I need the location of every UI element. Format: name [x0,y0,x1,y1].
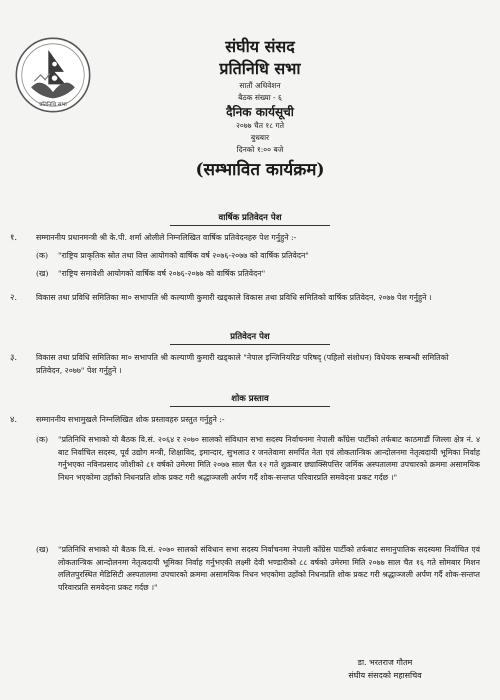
item-number: २. [10,293,18,303]
agenda-subtitle: (सम्भावित कार्यक्रम) [195,160,325,180]
signature-block [310,656,460,682]
item-text: सम्माननीय सभामुखले निम्नलिखित शोक प्रस्तावहरु प्रस्तुत गर्नुहुने :- [36,415,225,424]
agenda-date: २०७७ चैत १८ गते [235,121,285,130]
section-divider [170,225,330,226]
agenda-day: बुधबार [250,133,270,142]
item-number: ३. [10,353,18,363]
item-number: १. [10,233,18,243]
section-divider [170,406,330,407]
parliament-emblem-icon [14,36,92,114]
item-number: ४. [10,415,18,425]
section-title-report: प्रतिवेदन पेश [230,332,270,342]
sub-item-text: "राष्ट्रिय प्राकृतिक स्रोत तथा वित्त आयोगको वार्षिक वर्ष २०७६-२०७७ को वार्षिक प्रतिवेदन" [58,251,309,260]
section-title-annual-report: वार्षिक प्रतिवेदन पेश [218,213,282,223]
agenda-time: दिनको १:०० बजे [236,145,284,154]
section-divider [170,344,330,345]
item-text: विकास तथा प्रविधि समितिका मा० सभापति श्री कल्याणी कुमारी खड्काले "नेपाल इन्जिनियरिङ परिषद् (पहिलो संशोधन) विधेयक सम्बन्धी समितिको प्रतिवेदन, २०७७" पेश गर्नुहुने । [36,353,449,375]
document-header [150,36,370,182]
sub-item-label: (ख) [36,269,49,278]
sub-item-text: "राष्ट्रिय समावेशी आयोगको वार्षिक वर्ष २०७६-२०७७ को वार्षिक प्रतिवेदन" [58,269,266,278]
item-text: विकास तथा प्रविधि समितिका मा० सभापति श्री कल्याणी कुमारी खड्काले विकास तथा प्रविधि समितिको वार्षिक प्रतिवेदन, २०७७ पेश गर्नुहुने । [36,293,432,302]
sub-item-label: (ख) [36,545,49,554]
agenda-title: दैनिक कार्यसूची [226,105,294,119]
emblem-caption: प्रतिनिधि सभा [39,102,67,109]
signatory-name: डा. भरतराज गौतम [357,658,413,667]
section-title-condolence: शोक प्रस्ताव [231,394,269,404]
header-title-1: संघीय संसद [225,37,295,56]
sub-item-label: (क) [36,251,49,260]
meeting-number: बैठक संख्या - ६ [238,93,282,102]
header-title-2: प्रतिनिधि सभा [219,59,301,78]
sub-item-label: (क) [36,435,49,444]
sub-item-text: "प्रतिनिधि सभाको यो बैठक वि.सं. २०६४ र २०७० सालको संविधान सभा सदस्य निर्वाचनमा नेपाली काँग्रेस पार्टीको तर्फबाट काठमाडौं जिल्ला क्षेत्र नं. ४ बाट निर्वाचित सदस्य, पूर्व उद्योग मन्त्री, शिक्षाविद, इमान्दार, सुभलाउ र जनतेवामा समर्पित नेता एवं लोकतान्त्रिक आन्दोलनमा नेतृत्वदायी भूमिका निर्वाह गर्नुभएका नविनप्रसाद जोशीको ८१ वर्षको उमेरमा मिति २०७७ साल चैत १२ गते शुक्रबार छ्याक्सिपत्तिर जर्मिक अस्पतालमा उपचारको क्रममा असामयिक निधन भएकोमा उहाँको निधनप्रति शोक प्रकट गरी श्रद्धाञ्जली अर्पण गर्दै शोक-सन्तप्त परिवारप्रति समवेदना प्रकट गर्दछ ।" [58,435,480,482]
sub-item-text: "प्रतिनिधि सभाको यो बैठक वि.सं. २०७० सालको संविधान सभा सदस्य निर्वाचनमा नेपाली काँग्रेस पार्टीको तर्फबाट समानुपातिक सदस्यमा निर्वाचित एवं लोकतान्त्रिक आन्दोलनमा नेतृत्वदायी भूमिका निर्वाह गर्नुभएकी लक्ष्मी देवी भण्डारीको ८८ वर्षको उमेरमा मिति २०७७ साल चैत १६ गते सोमबार मिशन ललितपुरस्थित मेडिसिटी अस्पतालमा उपचारको क्रममा असामयिक निधन भएकोमा उहाँको निधनप्रति शोक प्रकट गरी श्रद्धाञ्जली अर्पण गर्दै शोक-सन्तप्त परिवारप्रति समवेदना प्रकट गर्दछ ।" [58,545,480,592]
session-text: सातौं अधिवेशन [239,81,281,90]
item-text: सम्माननीय प्रधानमन्त्री श्री के.पी. शर्मा ओलीले निम्नलिखित वार्षिक प्रतिवेदनहरु पेश गर्नुहुने :- [36,233,297,242]
signatory-title: संघीय संसदको महासचिव [348,671,422,680]
